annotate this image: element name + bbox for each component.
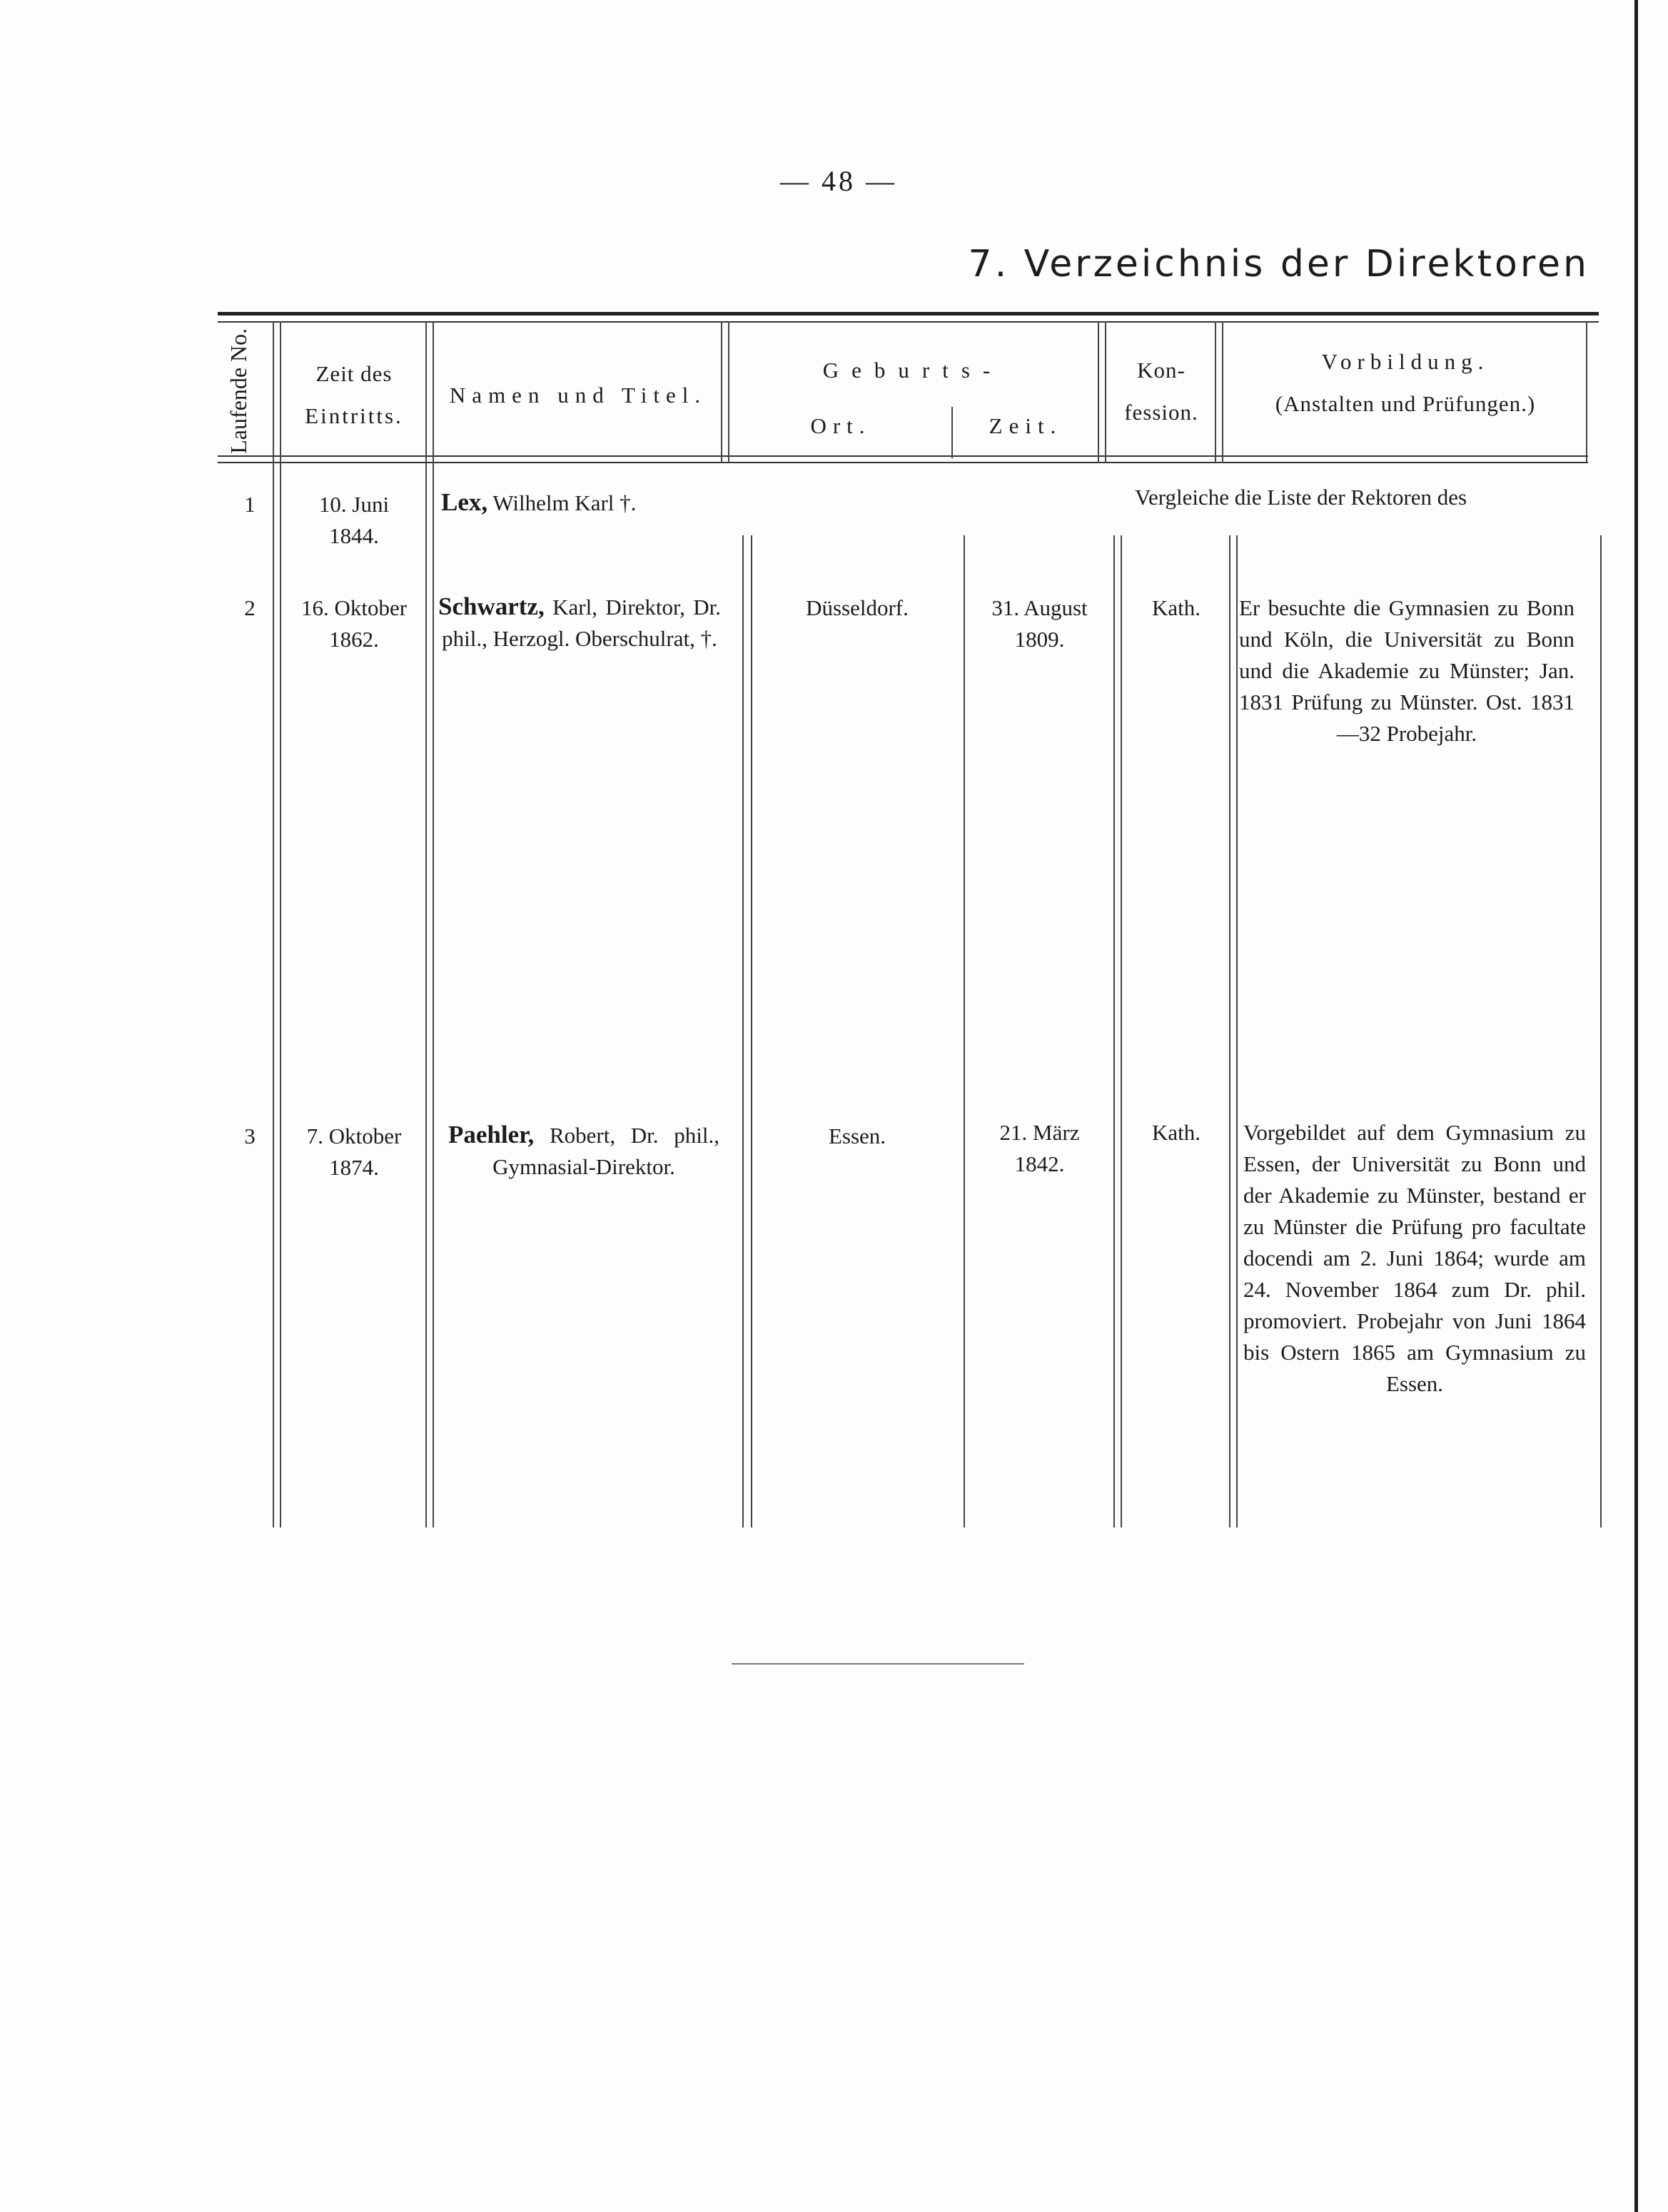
section-heading: 7. Verzeichnis der Direktoren xyxy=(968,243,1589,286)
row-name-rest: Wilhelm Karl †. xyxy=(487,490,637,515)
row-no: 2 xyxy=(244,595,256,620)
row-eintritt-date: 10. Juni xyxy=(318,492,390,517)
col-divider xyxy=(1105,321,1106,463)
header-konfession xyxy=(1108,350,1215,434)
row-zeit-year: 1842. xyxy=(1014,1151,1065,1176)
col-divider xyxy=(1222,321,1223,463)
header-laufende-no-text: Laufende No. xyxy=(226,328,252,454)
header-name: Namen und Titel. xyxy=(449,383,707,408)
row-zeit-date: 21. März xyxy=(999,1120,1080,1145)
col-divider xyxy=(751,535,752,1527)
row-name xyxy=(448,1119,719,1183)
row-name-rest: Robert, Dr. phil., Gymnasial-Direktor. xyxy=(492,1123,719,1179)
row-name xyxy=(438,591,721,655)
row-name-surname: Paehler, xyxy=(448,1121,535,1148)
col-divider xyxy=(1236,535,1238,1527)
header-vorbildung xyxy=(1225,341,1586,425)
table-top-rule xyxy=(218,312,1599,315)
col-divider xyxy=(1600,535,1602,1527)
col-divider xyxy=(728,321,729,463)
header-vorbildung-line1: Vorbildung. xyxy=(1321,349,1490,374)
row-eintritt xyxy=(283,489,425,552)
row-eintritt-year: 1874. xyxy=(329,1155,379,1180)
header-eintritt-line1: Zeit des xyxy=(315,361,393,386)
header-eintritt-line2: Eintritts. xyxy=(305,403,403,428)
row-zeit xyxy=(966,592,1113,655)
header-geburts: Geburts- xyxy=(822,358,1004,383)
col-divider xyxy=(1229,535,1230,1527)
col-divider xyxy=(964,535,965,1527)
row-name-rest: Karl, Direktor, Dr. phil., Herzogl. Oberschulrat, †. xyxy=(442,595,721,651)
row-konfession: Kath. xyxy=(1151,595,1201,620)
col-divider xyxy=(425,321,427,1527)
header-eintritt xyxy=(283,353,425,438)
row-konfession: Kath. xyxy=(1151,1120,1201,1145)
row-eintritt-year: 1862. xyxy=(329,627,379,652)
col-divider xyxy=(433,321,434,1527)
header-konfession-line1: Kon- xyxy=(1137,358,1186,383)
col-divider xyxy=(1586,321,1587,463)
header-laufende-no xyxy=(207,330,271,452)
col-divider xyxy=(742,535,744,1527)
row-eintritt-year: 1844. xyxy=(329,523,379,548)
row-eintritt-date: 16. Oktober xyxy=(300,595,408,620)
row-span-note: Vergleiche die Liste der Rektoren des xyxy=(1135,485,1467,510)
header-bottom-rule-thin xyxy=(218,462,1588,463)
col-divider xyxy=(280,321,281,1527)
row-no: 1 xyxy=(244,492,256,517)
row-no: 3 xyxy=(244,1123,256,1148)
header-ort: Ort. xyxy=(810,413,871,438)
header-zeit: Zeit. xyxy=(989,413,1063,438)
row-name xyxy=(441,487,719,519)
row-zeit-date: 31. August xyxy=(991,595,1088,620)
row-name-surname: Lex, xyxy=(441,488,488,516)
header-vorbildung-line2: (Anstalten und Prüfungen.) xyxy=(1275,390,1536,416)
row-eintritt xyxy=(283,1121,425,1183)
col-divider xyxy=(1098,321,1099,463)
row-eintritt xyxy=(283,592,425,655)
col-divider xyxy=(1215,321,1216,463)
page-number: — 48 — xyxy=(780,165,897,197)
col-divider xyxy=(1113,535,1115,1527)
row-vorbildung: Vorgebildet auf dem Gymnasium zu Essen, der Universität zu Bonn und der Akademie zu Münster, bestand er zu Münster die Prüfung pro facultate docendi am 2. Juni 1864; wurde am 24. November 1864 zum Dr. phil. promoviert. Probejahr von Juni 1864 bis Ostern 1865 am Gymnasium zu Essen. xyxy=(1243,1120,1586,1396)
col-divider xyxy=(721,321,722,463)
header-konfession-line2: fession. xyxy=(1124,399,1198,425)
row-name-surname: Schwartz, xyxy=(438,592,545,620)
col-divider xyxy=(1121,535,1122,1527)
row-ort: Essen. xyxy=(828,1123,886,1148)
row-ort: Düsseldorf. xyxy=(806,595,909,620)
col-divider xyxy=(273,321,274,1527)
col-divider xyxy=(951,407,953,458)
row-zeit-year: 1809. xyxy=(1014,627,1065,652)
page-edge xyxy=(1634,0,1638,2212)
header-bottom-rule xyxy=(218,455,1588,457)
footer-rule xyxy=(732,1663,1024,1665)
row-eintritt-date: 7. Oktober xyxy=(306,1123,402,1148)
row-vorbildung: Er besuchte die Gymnasien zu Bonn und Köln, die Universität zu Bonn und die Akademie zu Münster; Jan. 1831 Prüfung zu Münster. Ost. 1831—32 Probejahr. xyxy=(1239,595,1575,746)
row-zeit xyxy=(966,1117,1113,1180)
